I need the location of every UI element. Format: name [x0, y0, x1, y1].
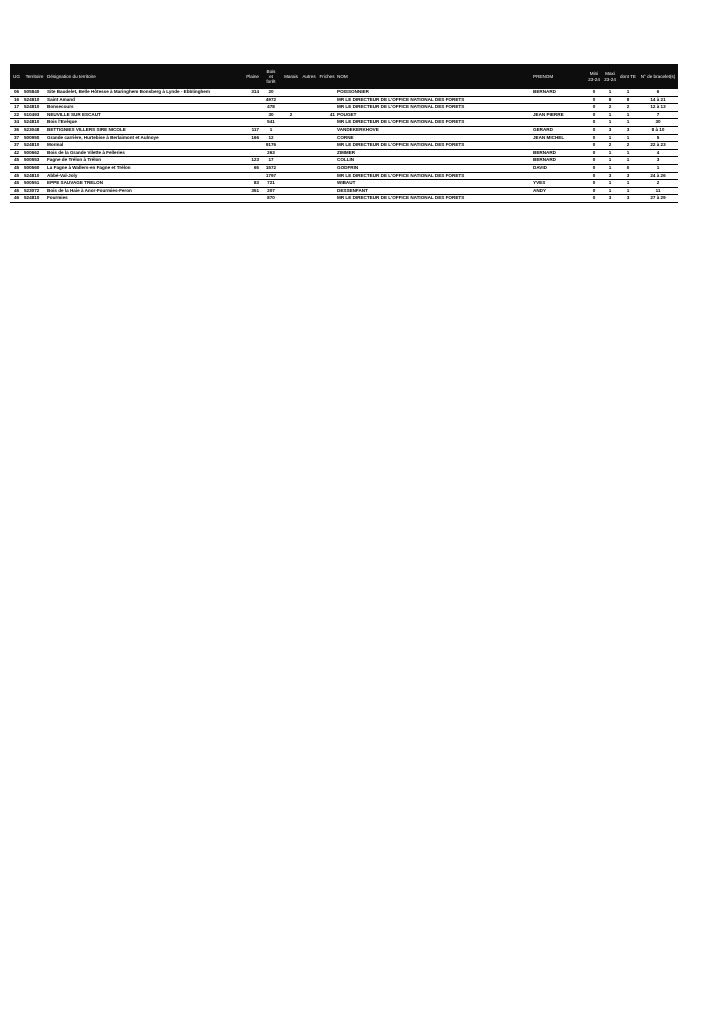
cell-bois: 17 — [260, 157, 282, 165]
cell-bois: 4972 — [260, 96, 282, 104]
col-header-nom: NOM — [336, 64, 532, 89]
cell-designation: EPPE SAUVAGE TRELON — [46, 180, 234, 188]
cell-friches — [318, 172, 336, 180]
cell-marais — [282, 104, 300, 112]
cell-designation: Fagne de Trélon à Trélon — [46, 157, 234, 165]
cell-territoire: 523048 — [23, 126, 46, 134]
cell-autres — [300, 149, 318, 157]
cell-territoire: 524810 — [23, 119, 46, 127]
cell-autres — [300, 142, 318, 150]
cell-bois: 20 — [260, 89, 282, 96]
cell-ug: 45 — [10, 180, 23, 188]
cell-marais — [282, 187, 300, 195]
col-header-bois-line1: Bois — [266, 68, 276, 74]
cell-nom: VANDEKERKHOVE — [336, 126, 532, 134]
cell-dont-te: 3 — [618, 172, 638, 180]
cell-autres — [300, 172, 318, 180]
table-row — [10, 172, 678, 180]
cell-ug: 45 — [10, 164, 23, 172]
cell-prenom — [532, 142, 586, 150]
cell-friches: 41 — [318, 111, 336, 119]
cell-plaine: 65 — [234, 164, 260, 172]
cell-nom: CORNE — [336, 134, 532, 142]
cell-nom: MR LE DIRECTEUR DE L'OFFICE NATIONAL DES FORETS — [336, 104, 532, 112]
table-row — [10, 134, 678, 142]
cell-dont-te: 3 — [618, 126, 638, 134]
table-row — [10, 180, 678, 188]
cell-bracelets: 2 — [638, 180, 678, 188]
header-row — [10, 64, 678, 89]
cell-designation: BETTIGNIES VILLERS SIRE NICOLE — [46, 126, 234, 134]
table-row — [10, 111, 678, 119]
col-header-mini-line1: Mini — [589, 71, 599, 77]
cell-nom: ZIMMER — [336, 149, 532, 157]
cell-bracelets: 5 — [638, 134, 678, 142]
cell-bracelets: 27 à 29 — [638, 195, 678, 203]
cell-maxi: 1 — [602, 111, 618, 119]
cell-bracelets: 7 — [638, 111, 678, 119]
col-header-autres: Autres — [300, 64, 318, 89]
col-header-dont-te: dont TE — [618, 64, 638, 89]
cell-plaine — [234, 195, 260, 203]
cell-designation: Saint Amand — [46, 96, 234, 104]
cell-prenom: DAVID — [532, 164, 586, 172]
cell-plaine — [234, 119, 260, 127]
table-row — [10, 142, 678, 150]
cell-designation: Abbé-Val-Joly — [46, 172, 234, 180]
cell-ug: 37 — [10, 134, 23, 142]
cell-marais — [282, 149, 300, 157]
cell-bois: 12 — [260, 134, 282, 142]
cell-territoire: 500662 — [23, 149, 46, 157]
table-row — [10, 157, 678, 165]
cell-ug: 45 — [10, 157, 23, 165]
cell-friches — [318, 180, 336, 188]
cell-mini: 0 — [586, 187, 602, 195]
cell-ug: 34 — [10, 119, 23, 127]
cell-bois: 30 — [260, 111, 282, 119]
cell-autres — [300, 89, 318, 96]
table-row — [10, 164, 678, 172]
cell-prenom — [532, 104, 586, 112]
cell-autres — [300, 195, 318, 203]
cell-nom: WIBAUT — [336, 180, 532, 188]
table-row — [10, 96, 678, 104]
cell-bracelets: 4 — [638, 149, 678, 157]
cell-plaine — [234, 149, 260, 157]
cell-designation: Bonsecours — [46, 104, 234, 112]
cell-maxi: 2 — [602, 104, 618, 112]
cell-dont-te: 0 — [618, 164, 638, 172]
cell-friches — [318, 142, 336, 150]
cell-dont-te: 1 — [618, 119, 638, 127]
cell-friches — [318, 164, 336, 172]
cell-prenom: JEAN MICHEL — [532, 134, 586, 142]
cell-mini: 0 — [586, 111, 602, 119]
cell-dont-te: 2 — [618, 142, 638, 150]
col-header-bois — [260, 64, 282, 89]
cell-maxi: 1 — [602, 119, 618, 127]
cell-bracelets: 8 à 10 — [638, 126, 678, 134]
cell-dont-te: 3 — [618, 195, 638, 203]
col-header-bois-line2: et — [269, 73, 273, 79]
cell-friches — [318, 119, 336, 127]
cell-plaine: 351 — [234, 187, 260, 195]
cell-bois: 263 — [260, 149, 282, 157]
cell-territoire: 500553 — [23, 157, 46, 165]
cell-mini: 0 — [586, 119, 602, 127]
cell-plaine — [234, 96, 260, 104]
cell-nom: MR LE DIRECTEUR DE L'OFFICE NATIONAL DES FORETS — [336, 172, 532, 180]
cell-friches — [318, 157, 336, 165]
cell-prenom — [532, 96, 586, 104]
cell-bracelets: 14 à 21 — [638, 96, 678, 104]
cell-autres — [300, 119, 318, 127]
cell-territoire: 524810 — [23, 195, 46, 203]
cell-plaine — [234, 104, 260, 112]
cell-bois: 721 — [260, 180, 282, 188]
cell-prenom: JEAN PIERRE — [532, 111, 586, 119]
cell-bracelets: 6 — [638, 89, 678, 96]
cell-designation: La Fagne à Wallers-en Fagne et Trélon — [46, 164, 234, 172]
table-row — [10, 195, 678, 203]
cell-friches — [318, 187, 336, 195]
cell-territoire: 524810 — [23, 172, 46, 180]
cell-friches — [318, 134, 336, 142]
cell-prenom — [532, 172, 586, 180]
cell-maxi: 3 — [602, 195, 618, 203]
table-header — [10, 64, 678, 89]
table-body — [10, 89, 678, 202]
cell-territoire: 505840 — [23, 89, 46, 96]
cell-designation: Bois l'Evêque — [46, 119, 234, 127]
table-row — [10, 89, 678, 96]
cell-autres — [300, 104, 318, 112]
cell-marais — [282, 142, 300, 150]
col-header-mini-line2: 23-24 — [588, 76, 600, 82]
cell-bois: 478 — [260, 104, 282, 112]
cell-dont-te: 1 — [618, 187, 638, 195]
cell-dont-te: 1 — [618, 89, 638, 96]
cell-marais — [282, 89, 300, 96]
cell-bracelets: 22 à 23 — [638, 142, 678, 150]
cell-designation: Grande carrière, Hurtebise à Berlaimont et Aulnoye — [46, 134, 234, 142]
cell-territoire: 510493 — [23, 111, 46, 119]
cell-bracelets: 24 à 26 — [638, 172, 678, 180]
cell-bracelets: 1 — [638, 164, 678, 172]
allocation-table — [10, 64, 678, 203]
cell-autres — [300, 134, 318, 142]
cell-maxi: 1 — [602, 187, 618, 195]
cell-maxi: 2 — [602, 142, 618, 150]
cell-territoire: 500551 — [23, 180, 46, 188]
cell-prenom — [532, 119, 586, 127]
cell-plaine: 117 — [234, 126, 260, 134]
cell-dont-te: 1 — [618, 111, 638, 119]
cell-maxi: 1 — [602, 180, 618, 188]
cell-ug: 22 — [10, 111, 23, 119]
cell-dont-te: 1 — [618, 134, 638, 142]
cell-bracelets: 3 — [638, 157, 678, 165]
cell-mini: 0 — [586, 149, 602, 157]
cell-prenom: YVES — [532, 180, 586, 188]
cell-territoire: 524810 — [23, 104, 46, 112]
cell-mini: 0 — [586, 195, 602, 203]
cell-prenom: GERARD — [532, 126, 586, 134]
cell-mini: 0 — [586, 134, 602, 142]
cell-bracelets: 11 — [638, 187, 678, 195]
col-header-ug: UG — [10, 64, 23, 89]
col-header-marais: Marais — [282, 64, 300, 89]
cell-marais — [282, 96, 300, 104]
cell-prenom: BERNARD — [532, 157, 586, 165]
col-header-mini — [586, 64, 602, 89]
cell-autres — [300, 96, 318, 104]
col-header-prenom: PRENOM — [532, 64, 586, 89]
cell-nom: DESSENFANT — [336, 187, 532, 195]
cell-nom: POISSONNIER — [336, 89, 532, 96]
cell-nom: MR LE DIRECTEUR DE L'OFFICE NATIONAL DES FORETS — [336, 119, 532, 127]
cell-ug: 46 — [10, 187, 23, 195]
cell-nom: POUGET — [336, 111, 532, 119]
cell-maxi: 1 — [602, 134, 618, 142]
cell-ug: 06 — [10, 89, 23, 96]
cell-bois: 541 — [260, 119, 282, 127]
cell-ug: 46 — [10, 195, 23, 203]
cell-marais — [282, 126, 300, 134]
cell-mini: 0 — [586, 157, 602, 165]
col-header-friches: Friches — [318, 64, 336, 89]
cell-designation: Bois de la Grande Vilette à Felleries — [46, 149, 234, 157]
cell-autres — [300, 187, 318, 195]
cell-plaine: 83 — [234, 180, 260, 188]
cell-dont-te: 8 — [618, 96, 638, 104]
cell-bois: 1572 — [260, 164, 282, 172]
cell-maxi: 1 — [602, 89, 618, 96]
cell-plaine — [234, 111, 260, 119]
cell-ug: 37 — [10, 142, 23, 150]
cell-marais — [282, 119, 300, 127]
table-row — [10, 149, 678, 157]
cell-mini: 0 — [586, 142, 602, 150]
cell-marais — [282, 164, 300, 172]
cell-autres — [300, 164, 318, 172]
cell-dont-te: 1 — [618, 180, 638, 188]
cell-bois: 9176 — [260, 142, 282, 150]
cell-marais — [282, 134, 300, 142]
cell-marais — [282, 180, 300, 188]
cell-plaine: 314 — [234, 89, 260, 96]
cell-plaine: 166 — [234, 134, 260, 142]
cell-bois: 1 — [260, 126, 282, 134]
cell-autres — [300, 157, 318, 165]
cell-friches — [318, 89, 336, 96]
cell-marais — [282, 172, 300, 180]
cell-plaine — [234, 142, 260, 150]
col-header-territoire: Territoire — [23, 64, 46, 89]
cell-dont-te: 2 — [618, 104, 638, 112]
cell-ug: 42 — [10, 149, 23, 157]
cell-prenom: BERNARD — [532, 149, 586, 157]
cell-designation: Bois de la Haie à Anor-Fourmies-Feron — [46, 187, 234, 195]
cell-territoire: 523072 — [23, 187, 46, 195]
cell-autres — [300, 126, 318, 134]
cell-territoire: 500560 — [23, 164, 46, 172]
cell-territoire: 500950 — [23, 134, 46, 142]
cell-marais: 2 — [282, 111, 300, 119]
cell-bois: 207 — [260, 187, 282, 195]
cell-prenom — [532, 195, 586, 203]
cell-mini: 0 — [586, 126, 602, 134]
col-header-designation: Désignation du territoire — [46, 64, 234, 89]
cell-dont-te: 1 — [618, 149, 638, 157]
cell-friches — [318, 195, 336, 203]
cell-designation: Site Baudelet, Belle Hôtesse à Maringhem Bonsberg à Lynde - Ebblinghem — [46, 89, 234, 96]
col-header-maxi-line1: Maxi — [605, 71, 615, 77]
cell-autres — [300, 180, 318, 188]
cell-friches — [318, 96, 336, 104]
table-row — [10, 126, 678, 134]
cell-nom: MR LE DIRECTEUR DE L'OFFICE NATIONAL DES FORETS — [336, 195, 532, 203]
cell-ug: 16 — [10, 96, 23, 104]
cell-territoire: 524810 — [23, 142, 46, 150]
cell-maxi: 1 — [602, 149, 618, 157]
cell-designation: Fourmies — [46, 195, 234, 203]
table-row — [10, 119, 678, 127]
cell-ug: 36 — [10, 126, 23, 134]
col-header-bois-line3: forêt — [266, 79, 276, 85]
cell-plaine: 123 — [234, 157, 260, 165]
cell-prenom: BERNARD — [532, 89, 586, 96]
cell-nom: COLLIN — [336, 157, 532, 165]
cell-marais — [282, 195, 300, 203]
cell-mini: 0 — [586, 172, 602, 180]
cell-bois: 870 — [260, 195, 282, 203]
col-header-maxi — [602, 64, 618, 89]
cell-maxi: 8 — [602, 96, 618, 104]
cell-friches — [318, 126, 336, 134]
cell-mini: 0 — [586, 104, 602, 112]
cell-maxi: 3 — [602, 172, 618, 180]
col-header-maxi-line2: 23-24 — [604, 76, 616, 82]
col-header-plaine: Plaine — [234, 64, 260, 89]
cell-prenom: ANDY — [532, 187, 586, 195]
cell-mini: 0 — [586, 89, 602, 96]
cell-designation: Mormal — [46, 142, 234, 150]
cell-ug: 17 — [10, 104, 23, 112]
table-row — [10, 104, 678, 112]
cell-dont-te: 1 — [618, 157, 638, 165]
cell-mini: 0 — [586, 180, 602, 188]
cell-bracelets: 30 — [638, 119, 678, 127]
cell-territoire: 524810 — [23, 96, 46, 104]
cell-designation: NEUVILLE SUR ESCAUT — [46, 111, 234, 119]
cell-bracelets: 12 à 13 — [638, 104, 678, 112]
cell-maxi: 1 — [602, 157, 618, 165]
cell-friches — [318, 149, 336, 157]
cell-ug: 45 — [10, 172, 23, 180]
cell-friches — [318, 104, 336, 112]
cell-nom: MR LE DIRECTEUR DE L'OFFICE NATIONAL DES FORETS — [336, 96, 532, 104]
table-row — [10, 187, 678, 195]
cell-marais — [282, 157, 300, 165]
cell-nom: MR LE DIRECTEUR DE L'OFFICE NATIONAL DES FORETS — [336, 142, 532, 150]
cell-nom: GODFRIN — [336, 164, 532, 172]
cell-maxi: 1 — [602, 164, 618, 172]
col-header-bracelets: N° de bracelet(s) — [638, 64, 678, 89]
cell-maxi: 3 — [602, 126, 618, 134]
cell-bois: 1797 — [260, 172, 282, 180]
cell-mini: 0 — [586, 96, 602, 104]
cell-plaine — [234, 172, 260, 180]
cell-autres — [300, 111, 318, 119]
cell-mini: 0 — [586, 164, 602, 172]
